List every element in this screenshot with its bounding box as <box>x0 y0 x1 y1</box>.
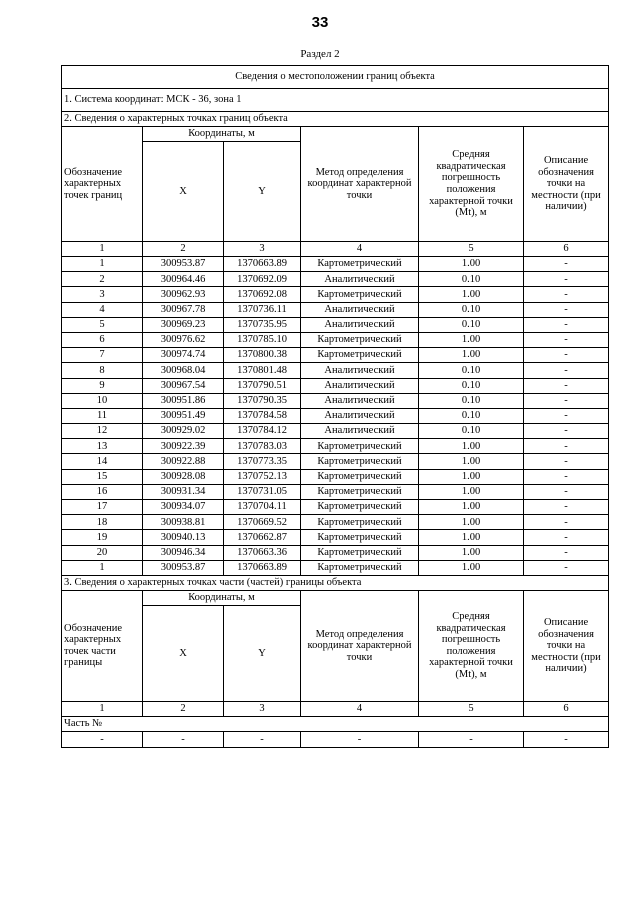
table-row <box>62 484 609 499</box>
point-error: 1.00 <box>419 484 524 499</box>
point-y: 1370784.12 <box>224 424 301 439</box>
empty-cell: - <box>224 731 301 747</box>
point-error: 1.00 <box>419 530 524 545</box>
point-description: - <box>524 317 609 332</box>
point-x: 300953.87 <box>143 257 224 272</box>
point-x: 300928.08 <box>143 469 224 484</box>
point-y: 1370790.51 <box>224 378 301 393</box>
table-row <box>62 408 609 423</box>
point-id: 9 <box>62 378 143 393</box>
point-method: Картометрический <box>301 348 419 363</box>
table-title: Сведения о местоположении границ объекта <box>62 66 609 89</box>
point-y: 1370669.52 <box>224 515 301 530</box>
point-x: 300967.78 <box>143 302 224 317</box>
point-x: 300968.04 <box>143 363 224 378</box>
point-error: 0.10 <box>419 378 524 393</box>
point-x: 300974.74 <box>143 348 224 363</box>
table-row <box>62 348 609 363</box>
point-description: - <box>524 545 609 560</box>
point-method: Аналитический <box>301 393 419 408</box>
table-row <box>62 500 609 515</box>
point-y: 1370692.08 <box>224 287 301 302</box>
point-description: - <box>524 272 609 287</box>
point-x: 300951.86 <box>143 393 224 408</box>
point-id: 7 <box>62 348 143 363</box>
column-number: 1 <box>62 242 143 257</box>
point-method: Картометрический <box>301 515 419 530</box>
table-row <box>62 469 609 484</box>
section-label: Раздел 2 <box>300 48 340 60</box>
point-y: 1370773.35 <box>224 454 301 469</box>
column-number: 6 <box>524 242 609 257</box>
table-row <box>62 257 609 272</box>
header-row-1 <box>62 127 609 142</box>
point-error: 1.00 <box>419 348 524 363</box>
table-row <box>62 560 609 575</box>
point-error: 1.00 <box>419 545 524 560</box>
point-x: 300967.54 <box>143 378 224 393</box>
point-id: 6 <box>62 332 143 347</box>
point-x: 300946.34 <box>143 545 224 560</box>
point-description: - <box>524 408 609 423</box>
point-method: Картометрический <box>301 332 419 347</box>
point-description: - <box>524 363 609 378</box>
point-description: - <box>524 302 609 317</box>
empty-cell: - <box>419 731 524 747</box>
header3-error: Средняя квадратическая погрешность положения характерной точки (Mt), м <box>419 590 524 701</box>
table-row <box>62 454 609 469</box>
point-error: 0.10 <box>419 424 524 439</box>
part2-title: 2. Сведения о характерных точках границ объекта <box>62 112 609 127</box>
point-y: 1370663.36 <box>224 545 301 560</box>
table-row <box>62 287 609 302</box>
point-y: 1370692.09 <box>224 272 301 287</box>
point-id: 19 <box>62 530 143 545</box>
header-error: Средняя квадратическая погрешность положения характерной точки (Mt), м <box>419 127 524 242</box>
column-numbers-row-2 <box>62 701 609 716</box>
header3-description: Описание обозначения точки на местности (при наличии) <box>524 590 609 701</box>
point-y: 1370783.03 <box>224 439 301 454</box>
column-number: 6 <box>524 701 609 716</box>
column-number: 1 <box>62 701 143 716</box>
point-y: 1370662.87 <box>224 530 301 545</box>
point-description: - <box>524 454 609 469</box>
header-y: Y <box>224 142 301 242</box>
header3-x: X <box>143 606 224 702</box>
point-x: 300962.93 <box>143 287 224 302</box>
point-description: - <box>524 332 609 347</box>
point-id: 11 <box>62 408 143 423</box>
boundary-table <box>61 65 609 748</box>
point-y: 1370735.95 <box>224 317 301 332</box>
point-description: - <box>524 378 609 393</box>
point-id: 4 <box>62 302 143 317</box>
point-method: Картометрический <box>301 257 419 272</box>
point-description: - <box>524 424 609 439</box>
point-method: Картометрический <box>301 530 419 545</box>
point-method: Картометрический <box>301 500 419 515</box>
column-number: 5 <box>419 242 524 257</box>
point-method: Картометрический <box>301 469 419 484</box>
table-row <box>62 530 609 545</box>
point-y: 1370785.10 <box>224 332 301 347</box>
point-y: 1370663.89 <box>224 560 301 575</box>
table-row <box>62 272 609 287</box>
point-error: 1.00 <box>419 454 524 469</box>
point-y: 1370752.13 <box>224 469 301 484</box>
header3-y: Y <box>224 606 301 702</box>
empty-cell: - <box>301 731 419 747</box>
point-method: Аналитический <box>301 317 419 332</box>
point-description: - <box>524 393 609 408</box>
point-id: 3 <box>62 287 143 302</box>
part-label: Часть № <box>62 716 609 731</box>
point-method: Картометрический <box>301 560 419 575</box>
point-description: - <box>524 257 609 272</box>
table-row <box>62 378 609 393</box>
column-number: 3 <box>224 701 301 716</box>
column-numbers-row <box>62 242 609 257</box>
point-y: 1370704.11 <box>224 500 301 515</box>
point-x: 300964.46 <box>143 272 224 287</box>
table-row <box>62 439 609 454</box>
point-x: 300929.02 <box>143 424 224 439</box>
point-y: 1370663.89 <box>224 257 301 272</box>
part3-title: 3. Сведения о характерных точках части (частей) границы объекта <box>62 575 609 590</box>
header-designation: Обозначение характерных точек границ <box>62 127 143 242</box>
empty-cell: - <box>143 731 224 747</box>
table-row <box>62 545 609 560</box>
point-y: 1370800.38 <box>224 348 301 363</box>
point-x: 300976.62 <box>143 332 224 347</box>
point-method: Аналитический <box>301 302 419 317</box>
point-error: 1.00 <box>419 257 524 272</box>
point-description: - <box>524 515 609 530</box>
point-id: 1 <box>62 560 143 575</box>
point-error: 1.00 <box>419 287 524 302</box>
point-id: 16 <box>62 484 143 499</box>
column-number: 3 <box>224 242 301 257</box>
part-label-row <box>62 716 609 731</box>
point-x: 300938.81 <box>143 515 224 530</box>
point-method: Аналитический <box>301 378 419 393</box>
point-x: 300969.23 <box>143 317 224 332</box>
point-y: 1370784.58 <box>224 408 301 423</box>
point-description: - <box>524 348 609 363</box>
point-x: 300934.07 <box>143 500 224 515</box>
point-error: 0.10 <box>419 363 524 378</box>
point-id: 15 <box>62 469 143 484</box>
point-y: 1370790.35 <box>224 393 301 408</box>
point-id: 8 <box>62 363 143 378</box>
point-description: - <box>524 439 609 454</box>
point-error: 1.00 <box>419 439 524 454</box>
point-error: 1.00 <box>419 332 524 347</box>
point-error: 0.10 <box>419 302 524 317</box>
point-method: Аналитический <box>301 272 419 287</box>
point-x: 300951.49 <box>143 408 224 423</box>
header3-row-1 <box>62 590 609 605</box>
point-error: 0.10 <box>419 272 524 287</box>
point-description: - <box>524 500 609 515</box>
point-id: 5 <box>62 317 143 332</box>
header-description: Описание обозначения точки на местности (при наличии) <box>524 127 609 242</box>
empty-row <box>62 731 609 747</box>
point-method: Картометрический <box>301 287 419 302</box>
header-method: Метод определения координат характерной точки <box>301 127 419 242</box>
point-id: 2 <box>62 272 143 287</box>
point-method: Картометрический <box>301 545 419 560</box>
header3-coordinates: Координаты, м <box>143 590 301 605</box>
point-error: 0.10 <box>419 408 524 423</box>
point-method: Картометрический <box>301 439 419 454</box>
point-method: Аналитический <box>301 424 419 439</box>
table-row <box>62 302 609 317</box>
point-error: 0.10 <box>419 393 524 408</box>
point-id: 17 <box>62 500 143 515</box>
column-number: 2 <box>143 242 224 257</box>
table-row <box>62 424 609 439</box>
empty-cell: - <box>524 731 609 747</box>
column-number: 5 <box>419 701 524 716</box>
point-description: - <box>524 469 609 484</box>
point-error: 1.00 <box>419 515 524 530</box>
coord-system-row <box>62 89 609 112</box>
point-id: 18 <box>62 515 143 530</box>
point-method: Картометрический <box>301 454 419 469</box>
point-x: 300953.87 <box>143 560 224 575</box>
header-coordinates: Координаты, м <box>143 127 301 142</box>
point-description: - <box>524 530 609 545</box>
point-error: 1.00 <box>419 469 524 484</box>
point-y: 1370801.48 <box>224 363 301 378</box>
point-id: 10 <box>62 393 143 408</box>
table-row <box>62 363 609 378</box>
empty-cell: - <box>62 731 143 747</box>
point-x: 300931.34 <box>143 484 224 499</box>
point-y: 1370736.11 <box>224 302 301 317</box>
header3-designation: Обозначение характерных точек части границы <box>62 590 143 701</box>
header-x: X <box>143 142 224 242</box>
point-method: Картометрический <box>301 484 419 499</box>
point-id: 12 <box>62 424 143 439</box>
column-number: 4 <box>301 242 419 257</box>
table-row <box>62 317 609 332</box>
table-title-row <box>62 66 609 89</box>
point-id: 1 <box>62 257 143 272</box>
point-x: 300922.39 <box>143 439 224 454</box>
point-x: 300922.88 <box>143 454 224 469</box>
column-number: 4 <box>301 701 419 716</box>
page-number: 33 <box>311 14 329 31</box>
point-description: - <box>524 287 609 302</box>
point-error: 0.10 <box>419 317 524 332</box>
table-row <box>62 332 609 347</box>
table-row <box>62 393 609 408</box>
part2-title-row <box>62 112 609 127</box>
column-number: 2 <box>143 701 224 716</box>
point-method: Аналитический <box>301 363 419 378</box>
point-id: 13 <box>62 439 143 454</box>
point-description: - <box>524 560 609 575</box>
table-row <box>62 515 609 530</box>
point-method: Аналитический <box>301 408 419 423</box>
point-error: 1.00 <box>419 560 524 575</box>
point-id: 14 <box>62 454 143 469</box>
part3-title-row <box>62 575 609 590</box>
header3-method: Метод определения координат характерной точки <box>301 590 419 701</box>
point-x: 300940.13 <box>143 530 224 545</box>
point-y: 1370731.05 <box>224 484 301 499</box>
coord-system: 1. Система координат: МСК - 36, зона 1 <box>62 89 609 112</box>
point-description: - <box>524 484 609 499</box>
point-id: 20 <box>62 545 143 560</box>
point-error: 1.00 <box>419 500 524 515</box>
